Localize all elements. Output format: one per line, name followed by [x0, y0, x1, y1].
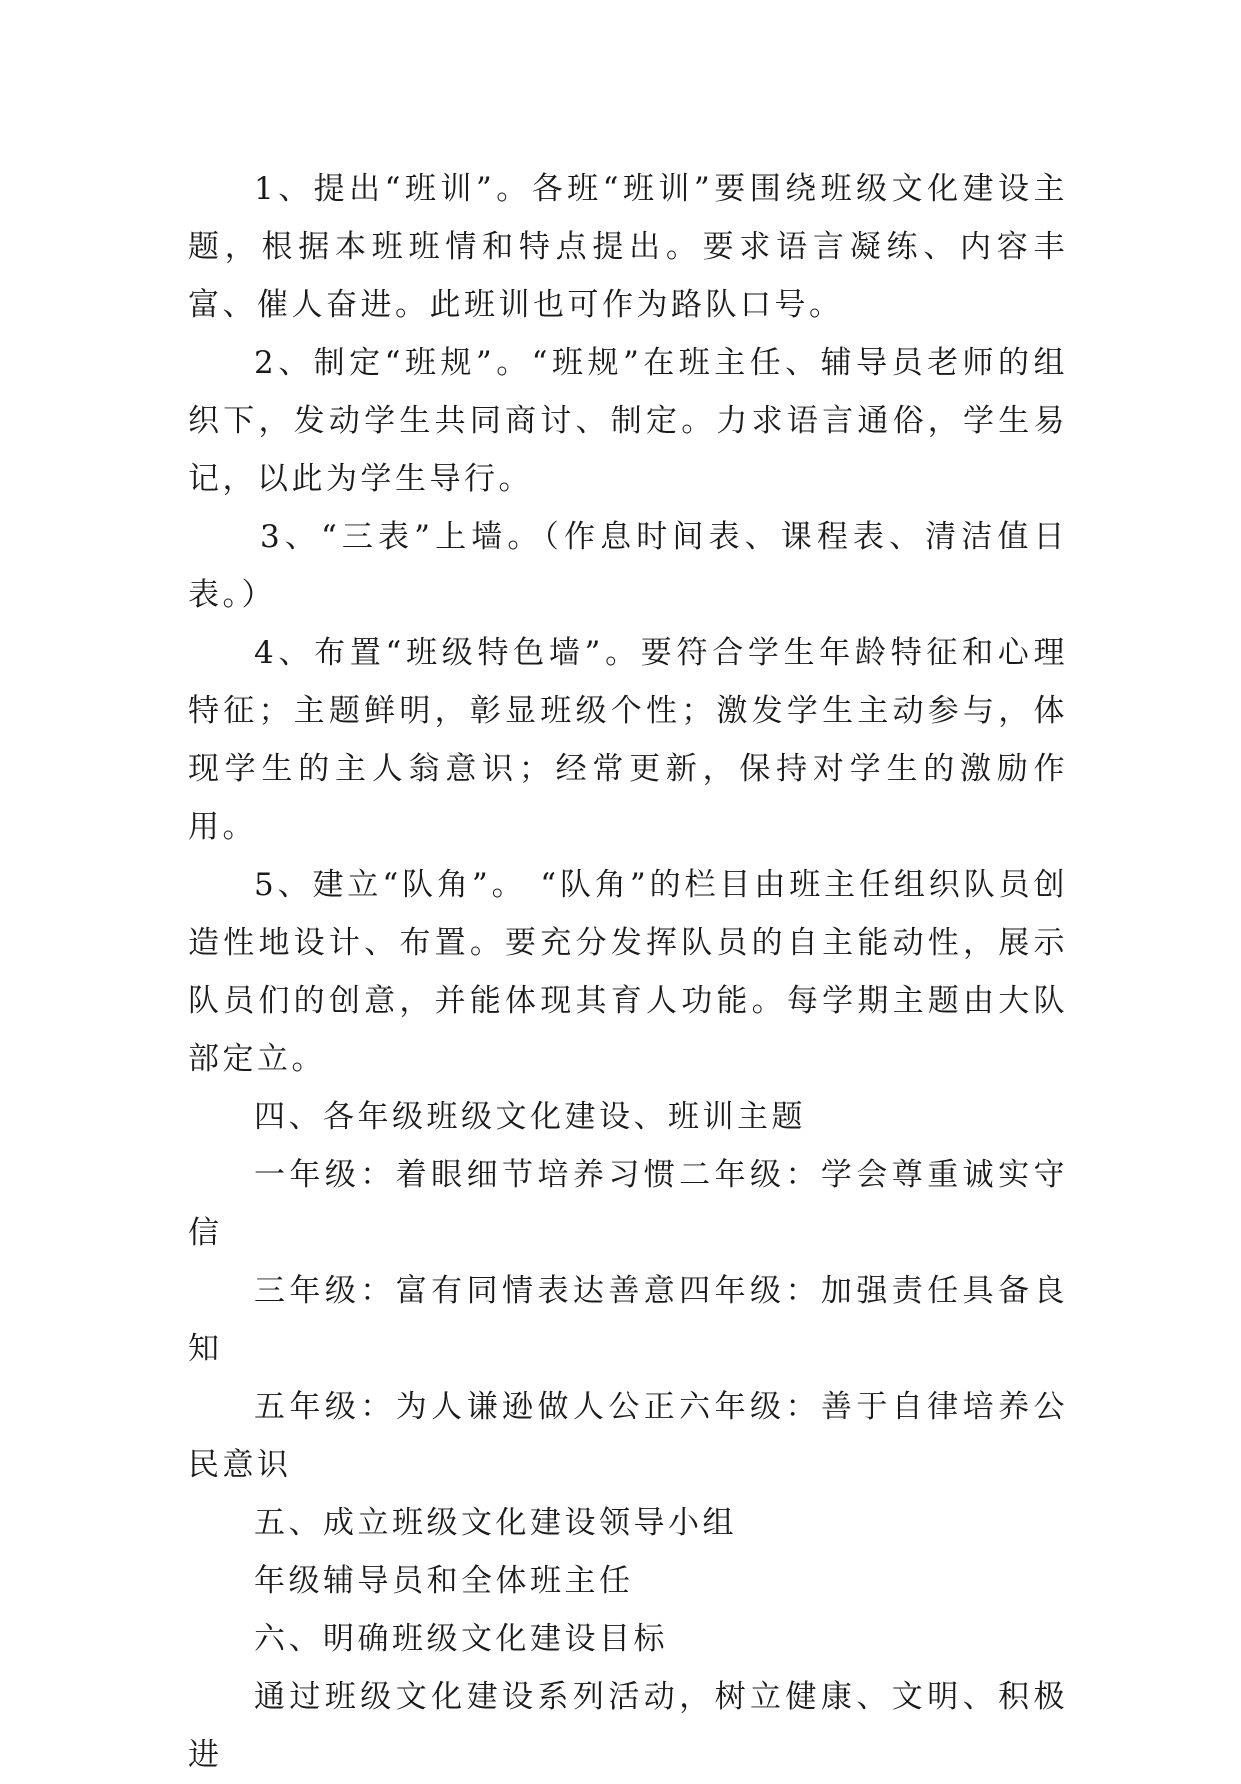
section-heading-six: 六、明确班级文化建设目标 — [254, 1621, 668, 1657]
paragraph-san-biao: 3、“三表”上墙。（作息时间表、课程表、清洁值日表。） — [188, 519, 1068, 613]
paragraph-ban-gui: 2、制定“班规”。“班规”在班主任、辅导员老师的组织下，发动学生共同商讨、制定。力求语言通俗，学生易记，以此为学生导行。 — [188, 345, 1068, 497]
grade-themes-3-4: 三年级：富有同情表达善意四年级：加强责任具备良知 — [188, 1273, 1068, 1367]
grade-themes-5-6: 五年级：为人谦逊做人公正六年级：善于自律培养公民意识 — [188, 1389, 1068, 1483]
section-heading-five: 五、成立班级文化建设领导小组 — [254, 1505, 737, 1541]
leadership-members: 年级辅导员和全体班主任 — [254, 1563, 634, 1599]
paragraph-ban-xun: 1、提出“班训”。各班“班训”要围绕班级文化建设主题，根据本班班情和特点提出。要求语言凝练、内容丰富、催人奋进。此班训也可作为路队口号。 — [188, 171, 1068, 323]
grade-themes-1-2: 一年级：着眼细节培养习惯二年级：学会尊重诚实守信 — [188, 1157, 1068, 1251]
document-body — [188, 160, 1068, 1784]
paragraph-feature-wall: 4、布置“班级特色墙”。要符合学生年龄特征和心理特征；主题鲜明，彰显班级个性；激发学生主动参与，体现学生的主人翁意识；经常更新，保持对学生的激励作用。 — [188, 635, 1068, 845]
goal-paragraph: 通过班级文化建设系列活动，树立健康、文明、积极进 — [188, 1679, 1068, 1773]
paragraph-dui-jiao: 5、建立“队角”。 “队角”的栏目由班主任组织队员创造性地设计、布置。要充分发挥队员的自主能动性，展示队员们的创意，并能体现其育人功能。每学期主题由大队部定立。 — [188, 867, 1068, 1077]
section-heading-four: 四、各年级班级文化建设、班训主题 — [254, 1099, 806, 1135]
